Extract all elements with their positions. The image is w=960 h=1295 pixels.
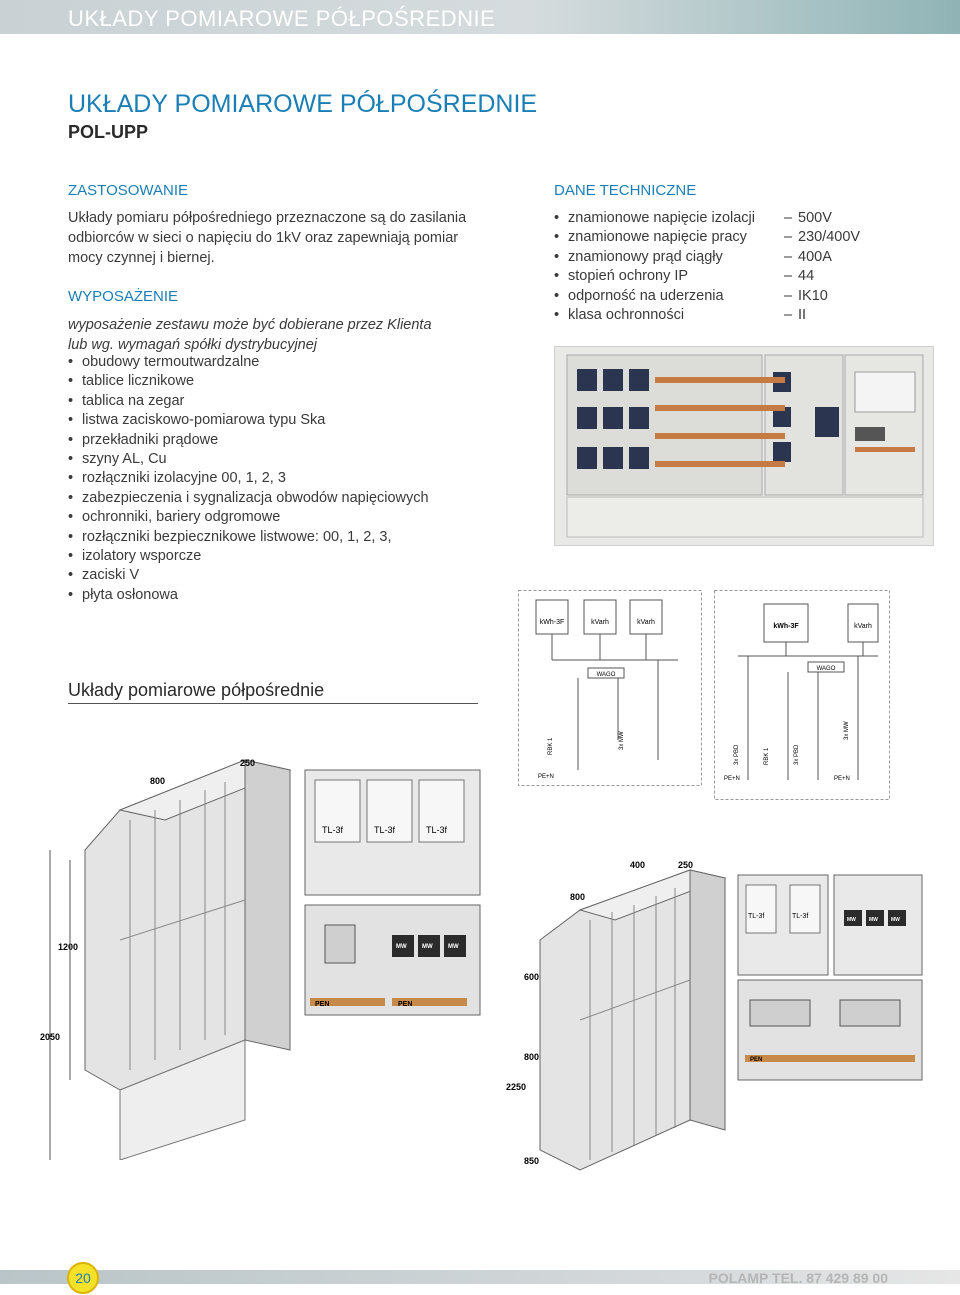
schematic-label: kVarh [854,623,872,630]
tech-row [554,287,934,306]
list-item: • płyta osłonowa [68,586,429,605]
tech-label: • stopień ochrony IP [568,268,689,285]
page-title: UKŁADY POMIAROWE PÓŁPOŚREDNIE [68,90,538,118]
wyposazenie-heading: WYPOSAŻENIE [68,288,179,305]
tech-value: 400A [798,248,832,265]
plate-label: TL-3f [792,913,809,920]
schematic-label: 3x PBD [734,744,740,765]
dimension-label: 800 [524,1052,540,1062]
dimension-label: 600 [524,972,540,982]
schematic-label: 3x MW [619,731,625,750]
schematic-label: 3x PBD [794,744,800,765]
dimension-label: 400 [630,860,646,870]
tech-label: • odporność na uderzenia [568,287,724,304]
plate-label: TL-3f [374,825,396,835]
tech-value: IK10 [798,287,828,304]
list-item: • zaciski V [68,566,429,585]
mw-label: MW [422,944,433,950]
list-item: • szyny AL, Cu [68,450,429,469]
dane-heading: DANE TECHNICZNE [554,182,697,199]
dimension-label: 800 [150,776,166,786]
zastosowanie-line: mocy czynnej i biernej. [68,250,215,266]
dimension-label: 2050 [40,1032,61,1042]
tech-dash: – [784,287,793,304]
schematic-label: kVarh [591,619,609,626]
list-item: • obudowy termoutwardzalne [68,353,429,372]
pen-label: PEN [398,1001,413,1008]
tech-value: 500V [798,210,832,226]
tech-row [554,267,934,286]
schematic-label: WAGO [596,672,616,678]
list-item: • listwa zaciskowo-pomiarowa typu Ska [68,411,429,430]
list-item: • izolatory wsporcze [68,547,429,566]
list-item: • tablica na zegar [68,392,429,411]
schematic-label: WAGO [816,666,836,672]
tech-dash: – [784,268,793,285]
schematic-label: PE+N [834,776,850,782]
schematic-label: kWh-3F [539,619,565,626]
schematic-label: 3x MW [844,721,850,740]
mw-label: MW [448,944,459,950]
page-subtitle: POL-UPP [68,122,149,142]
cabinet-b-drawing [500,850,930,1190]
zastosowanie-line: Układy pomiaru półpośredniego przeznaczone są do zasilania [68,210,467,226]
zastosowanie-text [68,208,466,268]
wyposazenie-intro-line: lub wg. wymagań spółki dystrybucyjnej [68,337,318,353]
tech-value: 230/400V [798,229,861,246]
plate-label: TL-3f [748,913,765,920]
mw-label: MW [869,917,878,923]
zastosowanie-heading: ZASTOSOWANIE [68,182,189,199]
schematic-label: RBK 1 [548,737,554,755]
tech-label: • znamionowe napięcie izolacji [568,210,755,226]
dimension-label: 250 [678,860,694,870]
list-item: • tablice licznikowe [68,372,429,391]
tech-label: • znamionowy prąd ciągły [568,248,723,265]
list-item: • zabezpieczenia i sygnalizacja obwodów napięciowych [68,489,429,508]
dimension-label: 850 [524,1156,540,1166]
tech-label: • znamionowe napięcie pracy [568,229,747,246]
plate-label: TL-3f [322,825,344,835]
schematic-label: PE+N [538,774,554,780]
tech-row [554,248,934,267]
schematic-label: kVarh [637,619,655,626]
list-item: • rozłączniki bezpiecznikowe listwowe: 00, 1, 2, 3, [68,528,429,547]
list-item: • przekładniki prądowe [68,431,429,450]
mw-label: MW [891,917,900,923]
header-band [0,0,960,34]
schematic-label: PE+N [724,776,740,782]
dimension-label: 250 [240,758,256,768]
tech-row [554,306,934,325]
tech-row [554,228,934,247]
wiring-schematic [518,590,890,800]
tech-dash: – [784,229,793,246]
zastosowanie-line: odbiorców w sieci o napięciu do 1kV oraz zapewniają pomiar [68,230,459,246]
cabinet-a-drawing [30,740,500,1160]
tech-row [554,209,934,228]
dimension-label: 2250 [506,1082,527,1092]
tech-value: 44 [798,268,815,285]
heading-divider [68,703,478,704]
page-number-badge: 20 [67,1262,99,1294]
tech-value: II [798,306,807,323]
tech-dash: – [784,306,793,323]
pen-label: PEN [750,1057,763,1063]
dimension-label: 1200 [58,942,79,952]
pen-label: PEN [315,1001,330,1008]
tech-label: • klasa ochronności [568,306,685,323]
tech-spec-list [554,209,934,325]
list-item: • rozłączniki izolacyjne 00, 1, 2, 3 [68,469,429,488]
schematic-label: RBK 1 [764,747,770,765]
wyposazenie-intro [68,315,432,355]
running-title: UKŁADY POMIAROWE PÓŁPOŚREDNIE [68,6,496,31]
list-item: • ochronniki, bariery odgromowe [68,508,429,527]
wyposazenie-intro-line: wyposażenie zestawu może być dobierane przez Klienta [68,317,432,333]
mw-label: MW [396,944,407,950]
tech-dash: – [784,210,793,226]
tech-dash: – [784,248,793,265]
wyposazenie-list [68,353,429,605]
diagram-heading: Układy pomiarowe półpośrednie [68,680,325,700]
dimension-label: 800 [570,892,586,902]
schematic-label: kWh-3F [773,623,799,630]
cabinet-photo [554,346,934,546]
footer-company: POLAMP TEL. 87 429 89 00 [708,1270,888,1286]
mw-label: MW [847,917,856,923]
plate-label: TL-3f [426,825,448,835]
